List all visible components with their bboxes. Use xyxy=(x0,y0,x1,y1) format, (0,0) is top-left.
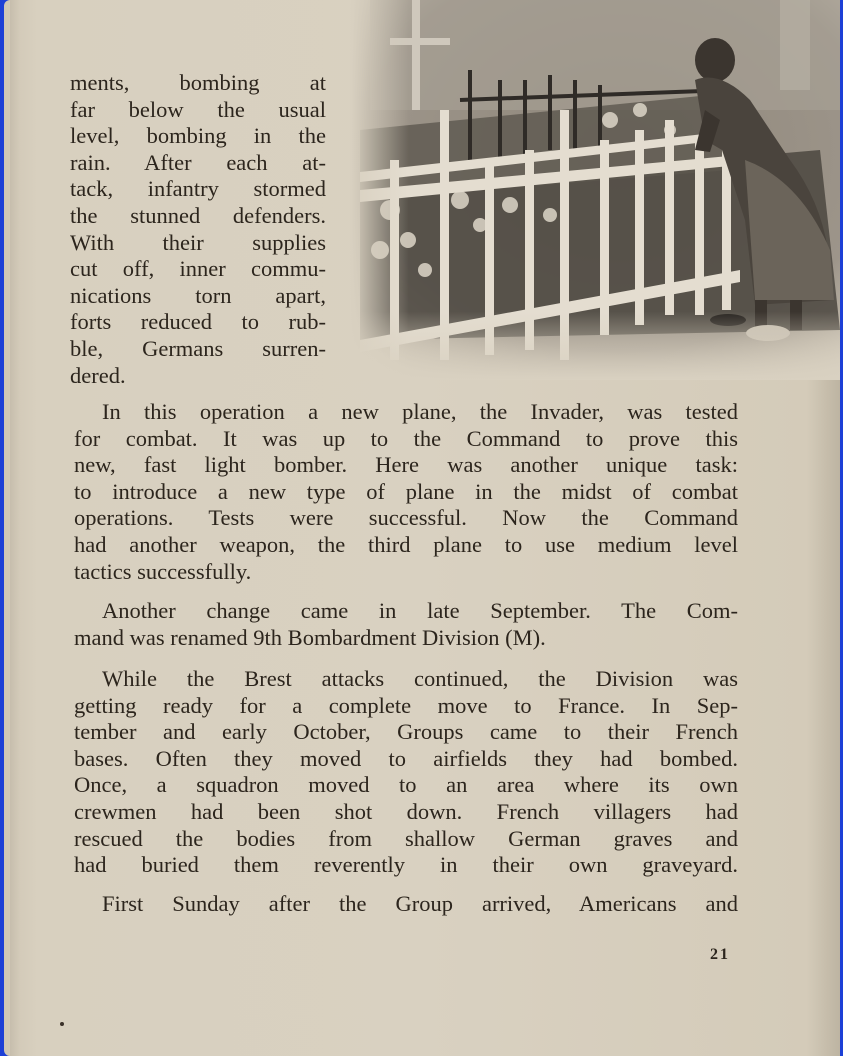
paragraph-line: had another weapon, the third plane to use medium level xyxy=(74,531,738,557)
paragraph-first-sunday xyxy=(74,891,738,918)
page-number: 21 xyxy=(710,946,730,963)
paragraph-line: tactics successfully. xyxy=(74,558,252,584)
paragraph-line: While the Brest attacks continued, the Division was xyxy=(102,666,738,691)
column-line: dered. xyxy=(70,362,126,388)
paragraph-line: to introduce a new type of plane in the midst of combat xyxy=(74,478,738,504)
paragraph-line: tember and early October, Groups came to their French xyxy=(74,719,738,745)
photo-graphic xyxy=(350,0,840,380)
paper-speck xyxy=(60,1022,64,1026)
paragraph-line: operations. Tests were successful. Now the Command xyxy=(74,505,738,531)
column-line: rain. After each at- xyxy=(70,149,326,175)
column-line: cut off, inner commu- xyxy=(70,256,326,282)
column-line: far below the usual xyxy=(70,96,326,122)
column-line: ble, Germans surren- xyxy=(70,335,326,361)
column-line: With their supplies xyxy=(70,229,326,255)
column-text xyxy=(70,70,326,389)
paragraph-line: crewmen had been shot down. French villagers had xyxy=(74,798,738,824)
column-line: ments, bombing at xyxy=(70,70,326,95)
paragraph-renamed xyxy=(74,598,738,651)
paragraph-line: for combat. It was up to the Command to prove this xyxy=(74,425,738,451)
paragraph-line: mand was renamed 9th Bombardment Division (M). xyxy=(74,624,546,650)
paragraph-line: had buried them reverently in their own graveyard. xyxy=(74,852,738,878)
paragraph-line: Once, a squadron moved to an area where its own xyxy=(74,772,738,798)
paragraph-line: new, fast light bomber. Here was another unique task: xyxy=(74,452,738,478)
paragraph-line: getting ready for a complete move to France. In Sep- xyxy=(74,692,738,718)
paragraph-move-to-france xyxy=(74,666,738,879)
paragraph-line: Another change came in late September. The Com- xyxy=(102,598,738,623)
photo-graveyard-fence xyxy=(350,0,840,380)
book-page xyxy=(4,0,840,1056)
paragraph-invader xyxy=(74,399,738,585)
column-line: level, bombing in the xyxy=(70,123,326,149)
paragraph-line: First Sunday after the Group arrived, Americans and xyxy=(102,891,738,916)
column-line: tack, infantry stormed xyxy=(70,176,326,202)
paragraph-line: In this operation a new plane, the Invader, was tested xyxy=(102,399,738,424)
column-line: forts reduced to rub- xyxy=(70,309,326,335)
paragraph-line: rescued the bodies from shallow German graves and xyxy=(74,825,738,851)
column-line: nications torn apart, xyxy=(70,282,326,308)
column-line: the stunned defenders. xyxy=(70,202,326,228)
paragraph-line: bases. Often they moved to airfields they had bombed. xyxy=(74,745,738,771)
